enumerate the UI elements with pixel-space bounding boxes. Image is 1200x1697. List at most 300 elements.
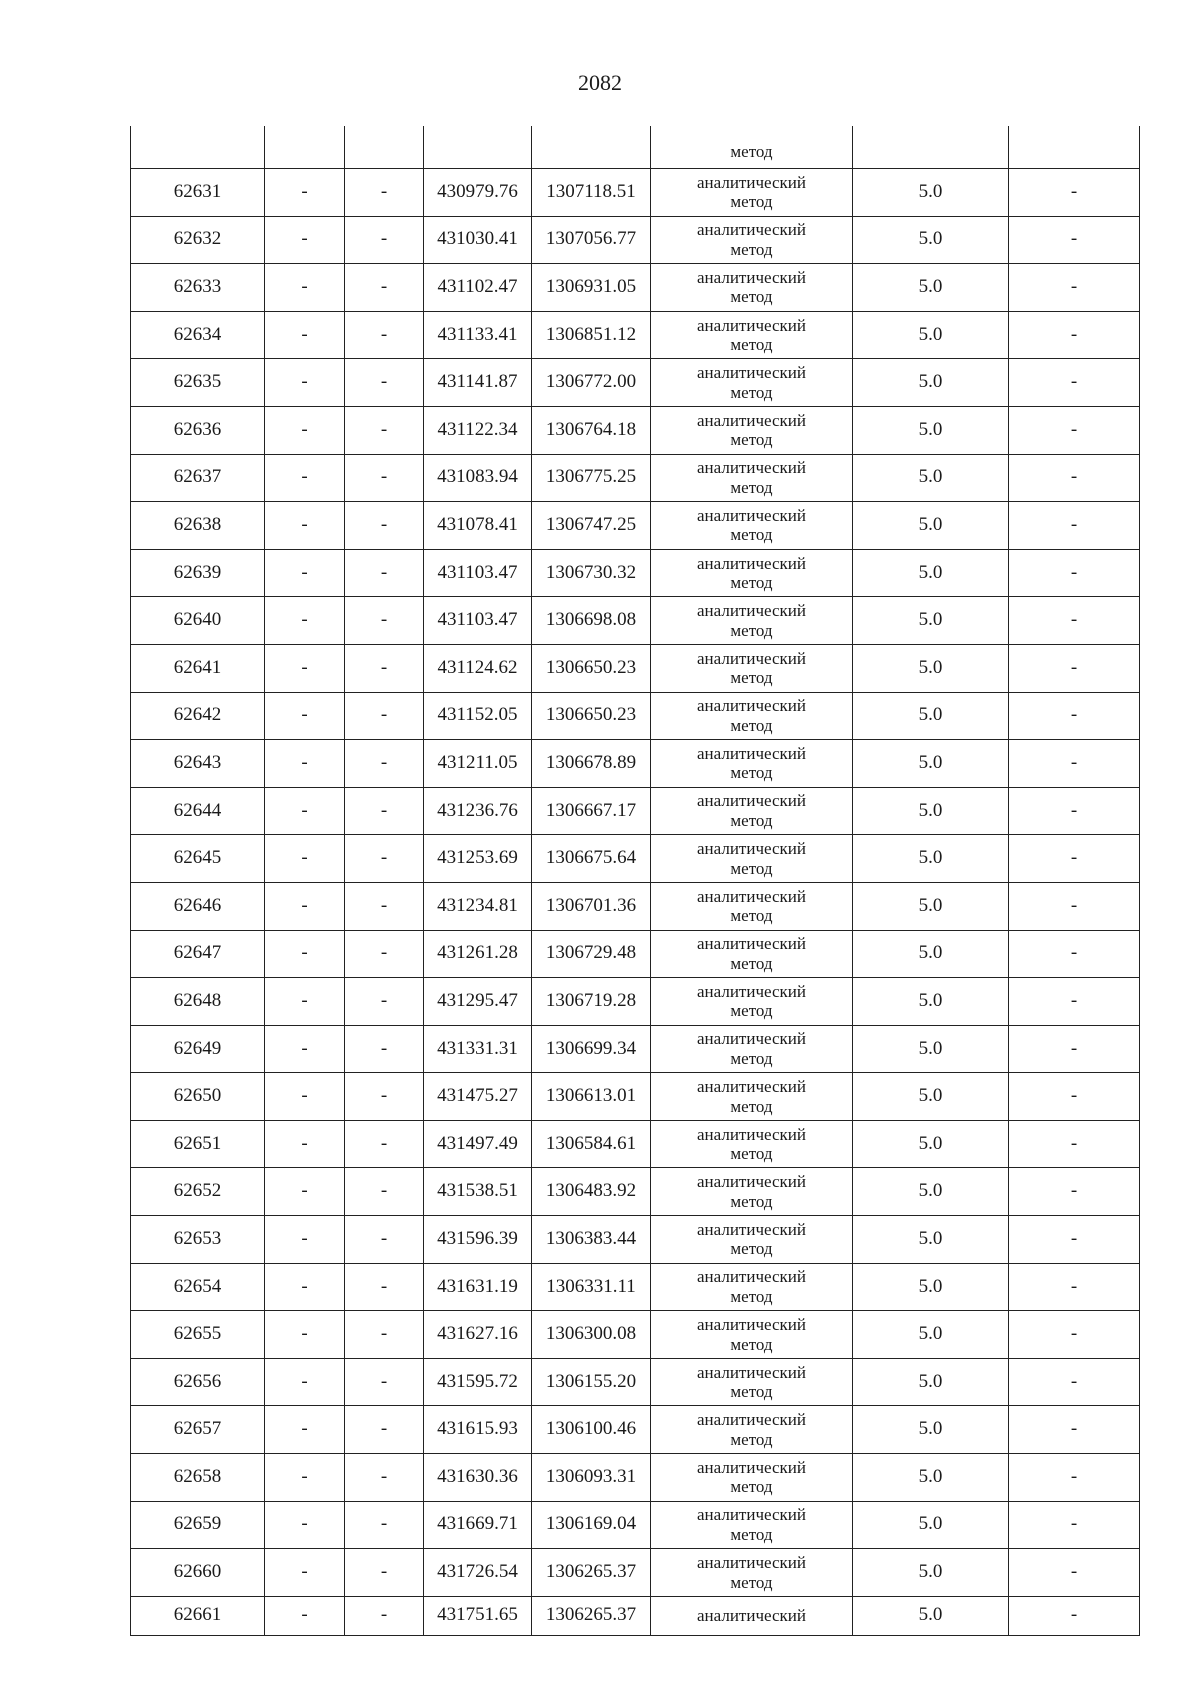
method-line: метод — [730, 715, 773, 735]
method-line: метод — [730, 1001, 773, 1021]
cell-accuracy: 5.0 — [853, 835, 1009, 883]
cell-method — [651, 787, 853, 835]
method-line: метод — [730, 1572, 773, 1592]
cell-id: 62642 — [131, 692, 265, 740]
cell-x: 431669.71 — [424, 1501, 532, 1549]
method-line: аналитический — [697, 601, 806, 621]
cell-col3: - — [345, 1073, 424, 1121]
cell-col2: - — [265, 1025, 345, 1073]
method-line: метод — [730, 525, 773, 545]
cell-accuracy — [853, 126, 1009, 169]
cell-method — [651, 169, 853, 217]
cell-method — [651, 1120, 853, 1168]
cell-x: 431726.54 — [424, 1549, 532, 1597]
method-line: аналитический — [697, 172, 806, 192]
cell-note: - — [1009, 1073, 1140, 1121]
cell-accuracy: 5.0 — [853, 692, 1009, 740]
cell-y: 1306678.89 — [532, 740, 651, 788]
cell-col2: - — [265, 1263, 345, 1311]
coordinates-table — [130, 126, 1140, 1636]
cell-y: 1307118.51 — [532, 169, 651, 217]
cell-id: 62655 — [131, 1311, 265, 1359]
table-row — [131, 1073, 1140, 1121]
cell-accuracy: 5.0 — [853, 978, 1009, 1026]
cell-note: - — [1009, 597, 1140, 645]
cell-col3: - — [345, 1216, 424, 1264]
cell-note: - — [1009, 1454, 1140, 1502]
cell-y: 1306931.05 — [532, 264, 651, 312]
cell-col3: - — [345, 264, 424, 312]
cell-y: 1306383.44 — [532, 1216, 651, 1264]
cell-accuracy: 5.0 — [853, 1358, 1009, 1406]
method-line: аналитический — [697, 553, 806, 573]
cell-y — [532, 126, 651, 169]
cell-col2: - — [265, 1073, 345, 1121]
cell-col3: - — [345, 1311, 424, 1359]
cell-note: - — [1009, 1120, 1140, 1168]
table-row — [131, 549, 1140, 597]
method-line: метод — [730, 811, 773, 831]
method-line: аналитический — [697, 1124, 806, 1144]
cell-col3: - — [345, 406, 424, 454]
cell-col2: - — [265, 835, 345, 883]
page-number: 2082 — [578, 70, 622, 95]
method-line: аналитический — [697, 1552, 806, 1572]
method-line: аналитический — [697, 1315, 806, 1334]
cell-col3 — [345, 126, 424, 169]
cell-y: 1306772.00 — [532, 359, 651, 407]
cell-col2: - — [265, 1216, 345, 1264]
cell-method — [651, 502, 853, 550]
cell-x: 431595.72 — [424, 1358, 532, 1406]
cell-id: 62631 — [131, 169, 265, 217]
cell-id: 62651 — [131, 1120, 265, 1168]
cell-note: - — [1009, 264, 1140, 312]
cell-y: 1306764.18 — [532, 406, 651, 454]
cell-accuracy: 5.0 — [853, 406, 1009, 454]
method-line: аналитический — [697, 648, 806, 668]
cell-id: 62645 — [131, 835, 265, 883]
cell-id: 62637 — [131, 454, 265, 502]
table-row — [131, 835, 1140, 883]
cell-col2: - — [265, 1596, 345, 1635]
table-body — [131, 126, 1140, 1635]
cell-y: 1306483.92 — [532, 1168, 651, 1216]
cell-y: 1306093.31 — [532, 1454, 651, 1502]
method-line: метод — [730, 1286, 773, 1306]
cell-id: 62653 — [131, 1216, 265, 1264]
cell-col2: - — [265, 406, 345, 454]
cell-method — [651, 978, 853, 1026]
cell-accuracy: 5.0 — [853, 644, 1009, 692]
cell-col2: - — [265, 454, 345, 502]
method-line: аналитический — [697, 696, 806, 716]
method-line: аналитический — [697, 886, 806, 906]
method-line: аналитический — [697, 743, 806, 763]
cell-x: 431078.41 — [424, 502, 532, 550]
cell-col3: - — [345, 1501, 424, 1549]
cell-note: - — [1009, 311, 1140, 359]
cell-x: 431475.27 — [424, 1073, 532, 1121]
cell-col2: - — [265, 311, 345, 359]
method-line: аналитический — [697, 1029, 806, 1049]
cell-col2: - — [265, 169, 345, 217]
method-line: метод — [730, 858, 773, 878]
cell-col3: - — [345, 1168, 424, 1216]
method-line: аналитический — [697, 791, 806, 811]
cell-col2: - — [265, 264, 345, 312]
method-line: метод — [730, 1191, 773, 1211]
cell-y: 1306155.20 — [532, 1358, 651, 1406]
cell-y: 1306719.28 — [532, 978, 651, 1026]
cell-col3: - — [345, 1406, 424, 1454]
method-line: аналитический — [697, 1410, 806, 1430]
method-line: аналитический — [697, 410, 806, 430]
table-row — [131, 406, 1140, 454]
cell-x: 431331.31 — [424, 1025, 532, 1073]
cell-id: 62648 — [131, 978, 265, 1026]
cell-x: 431295.47 — [424, 978, 532, 1026]
cell-note: - — [1009, 406, 1140, 454]
cell-x: 431615.93 — [424, 1406, 532, 1454]
cell-y: 1306701.36 — [532, 882, 651, 930]
method-line: аналитический — [697, 363, 806, 383]
cell-y: 1306851.12 — [532, 311, 651, 359]
cell-method — [651, 359, 853, 407]
method-line: аналитический — [697, 981, 806, 1001]
cell-col2: - — [265, 1454, 345, 1502]
cell-x: 431596.39 — [424, 1216, 532, 1264]
cell-note: - — [1009, 1263, 1140, 1311]
cell-col3: - — [345, 1263, 424, 1311]
cell-id: 62654 — [131, 1263, 265, 1311]
cell-x: 431630.36 — [424, 1454, 532, 1502]
method-line: аналитический — [697, 315, 806, 335]
cell-id: 62658 — [131, 1454, 265, 1502]
method-line: аналитический — [697, 267, 806, 287]
cell-col2: - — [265, 1358, 345, 1406]
cell-x: 431234.81 — [424, 882, 532, 930]
method-line: метод — [730, 573, 773, 593]
method-line: аналитический — [697, 1505, 806, 1525]
cell-id: 62652 — [131, 1168, 265, 1216]
method-line: аналитический — [697, 1606, 806, 1626]
table-row — [131, 930, 1140, 978]
cell-accuracy: 5.0 — [853, 930, 1009, 978]
cell-col3: - — [345, 311, 424, 359]
cell-y: 1306698.08 — [532, 597, 651, 645]
cell-x: 431122.34 — [424, 406, 532, 454]
cell-note: - — [1009, 835, 1140, 883]
cell-accuracy: 5.0 — [853, 1549, 1009, 1597]
cell-accuracy: 5.0 — [853, 502, 1009, 550]
table-row — [131, 169, 1140, 217]
cell-accuracy: 5.0 — [853, 311, 1009, 359]
cell-col3: - — [345, 1454, 424, 1502]
method-line: аналитический — [697, 1219, 806, 1239]
table-row — [131, 1596, 1140, 1635]
table-row — [131, 1216, 1140, 1264]
cell-note: - — [1009, 787, 1140, 835]
cell-col3: - — [345, 787, 424, 835]
method-line: аналитический — [697, 458, 806, 478]
table-row — [131, 1120, 1140, 1168]
cell-id: 62634 — [131, 311, 265, 359]
cell-note — [1009, 126, 1140, 169]
cell-x: 431083.94 — [424, 454, 532, 502]
cell-accuracy: 5.0 — [853, 597, 1009, 645]
cell-method — [651, 1358, 853, 1406]
table-row — [131, 692, 1140, 740]
cell-method — [651, 1311, 853, 1359]
cell-method — [651, 1216, 853, 1264]
method-line: метод — [730, 1048, 773, 1068]
method-line: метод — [730, 1144, 773, 1164]
cell-y: 1306300.08 — [532, 1311, 651, 1359]
cell-col3: - — [345, 835, 424, 883]
method-line: аналитический — [697, 934, 806, 954]
cell-accuracy: 5.0 — [853, 1311, 1009, 1359]
cell-note: - — [1009, 502, 1140, 550]
cell-note: - — [1009, 978, 1140, 1026]
cell-method — [651, 454, 853, 502]
cell-col3: - — [345, 169, 424, 217]
cell-method — [651, 311, 853, 359]
table-row — [131, 264, 1140, 312]
cell-id: 62649 — [131, 1025, 265, 1073]
cell-method — [651, 882, 853, 930]
table-row — [131, 1168, 1140, 1216]
cell-note: - — [1009, 740, 1140, 788]
cell-accuracy: 5.0 — [853, 1216, 1009, 1264]
cell-id: 62661 — [131, 1596, 265, 1635]
cell-note: - — [1009, 169, 1140, 217]
cell-col2: - — [265, 1120, 345, 1168]
cell-col2: - — [265, 216, 345, 264]
cell-col2: - — [265, 549, 345, 597]
method-line: аналитический — [697, 1077, 806, 1097]
cell-x: 431141.87 — [424, 359, 532, 407]
cell-x: 431124.62 — [424, 644, 532, 692]
cell-col3: - — [345, 216, 424, 264]
table-row — [131, 311, 1140, 359]
cell-method — [651, 740, 853, 788]
cell-y: 1306747.25 — [532, 502, 651, 550]
table-row — [131, 740, 1140, 788]
cell-col2: - — [265, 787, 345, 835]
cell-method — [651, 1596, 853, 1635]
method-line: аналитический — [697, 505, 806, 525]
cell-method — [651, 692, 853, 740]
cell-col3: - — [345, 1549, 424, 1597]
cell-accuracy: 5.0 — [853, 359, 1009, 407]
cell-x: 430979.76 — [424, 169, 532, 217]
cell-id: 62635 — [131, 359, 265, 407]
cell-y: 1306169.04 — [532, 1501, 651, 1549]
cell-method — [651, 1549, 853, 1597]
method-line: аналитический — [697, 1267, 806, 1287]
method-line: метод — [730, 620, 773, 640]
cell-col2: - — [265, 644, 345, 692]
cell-col3: - — [345, 882, 424, 930]
cell-note: - — [1009, 1025, 1140, 1073]
cell-method — [651, 1454, 853, 1502]
cell-id: 62646 — [131, 882, 265, 930]
cell-col3: - — [345, 454, 424, 502]
cell-y: 1306730.32 — [532, 549, 651, 597]
method-line: метод — [730, 287, 773, 307]
cell-method — [651, 1406, 853, 1454]
method-line: метод — [730, 906, 773, 926]
table-row — [131, 1501, 1140, 1549]
method-line: метод — [730, 335, 773, 355]
method-line: метод — [730, 382, 773, 402]
cell-method — [651, 1025, 853, 1073]
table-row — [131, 882, 1140, 930]
cell-method — [651, 930, 853, 978]
cell-col3: - — [345, 1120, 424, 1168]
table-row — [131, 216, 1140, 264]
cell-col2: - — [265, 1406, 345, 1454]
table-row — [131, 502, 1140, 550]
method-line: метод — [730, 1096, 773, 1116]
cell-note: - — [1009, 882, 1140, 930]
method-line: метод — [730, 1477, 773, 1497]
cell-x: 431253.69 — [424, 835, 532, 883]
cell-accuracy: 5.0 — [853, 1168, 1009, 1216]
cell-method — [651, 216, 853, 264]
method-line: метод — [730, 477, 773, 497]
cell-method — [651, 1501, 853, 1549]
table-row — [131, 1549, 1140, 1597]
cell-id: 62647 — [131, 930, 265, 978]
cell-col2: - — [265, 930, 345, 978]
cell-note: - — [1009, 692, 1140, 740]
cell-col3: - — [345, 359, 424, 407]
method-line: метод — [730, 953, 773, 973]
cell-method — [651, 406, 853, 454]
cell-id: 62639 — [131, 549, 265, 597]
table-row — [131, 1454, 1140, 1502]
cell-y: 1306675.64 — [532, 835, 651, 883]
cell-x: 431627.16 — [424, 1311, 532, 1359]
method-line: аналитический — [697, 1172, 806, 1192]
cell-accuracy: 5.0 — [853, 882, 1009, 930]
cell-x: 431211.05 — [424, 740, 532, 788]
cell-col3: - — [345, 644, 424, 692]
method-line: аналитический — [697, 839, 806, 859]
cell-col3: - — [345, 740, 424, 788]
cell-y: 1306613.01 — [532, 1073, 651, 1121]
cell-col2: - — [265, 1311, 345, 1359]
cell-method — [651, 1073, 853, 1121]
cell-x: 431497.49 — [424, 1120, 532, 1168]
cell-method — [651, 644, 853, 692]
cell-id: 62659 — [131, 1501, 265, 1549]
cell-col2: - — [265, 1168, 345, 1216]
cell-col2 — [265, 126, 345, 169]
method-line: метод — [730, 763, 773, 783]
cell-note: - — [1009, 644, 1140, 692]
cell-note: - — [1009, 216, 1140, 264]
cell-note: - — [1009, 1501, 1140, 1549]
cell-accuracy: 5.0 — [853, 1406, 1009, 1454]
cell-accuracy: 5.0 — [853, 1025, 1009, 1073]
cell-accuracy: 5.0 — [853, 1501, 1009, 1549]
cell-note: - — [1009, 1596, 1140, 1635]
table-row — [131, 597, 1140, 645]
method-line: метод — [730, 1429, 773, 1449]
method-line: метод — [730, 430, 773, 450]
cell-col3: - — [345, 549, 424, 597]
table-row — [131, 787, 1140, 835]
cell-col3: - — [345, 502, 424, 550]
method-line: метод — [730, 1239, 773, 1259]
method-line: метод — [730, 1334, 773, 1354]
cell-note: - — [1009, 359, 1140, 407]
cell-accuracy: 5.0 — [853, 549, 1009, 597]
cell-accuracy: 5.0 — [853, 1454, 1009, 1502]
method-line: метод — [730, 192, 773, 212]
table-row — [131, 454, 1140, 502]
cell-method — [651, 549, 853, 597]
cell-note: - — [1009, 930, 1140, 978]
cell-col2: - — [265, 882, 345, 930]
cell-method — [651, 597, 853, 645]
cell-x: 431103.47 — [424, 549, 532, 597]
method-line: аналитический — [697, 1362, 806, 1382]
cell-accuracy: 5.0 — [853, 1120, 1009, 1168]
cell-col3: - — [345, 1596, 424, 1635]
cell-y: 1306331.11 — [532, 1263, 651, 1311]
cell-col2: - — [265, 1549, 345, 1597]
cell-note: - — [1009, 1216, 1140, 1264]
cell-x — [424, 126, 532, 169]
cell-id: 62633 — [131, 264, 265, 312]
cell-id — [131, 126, 265, 169]
cell-id: 62656 — [131, 1358, 265, 1406]
cell-id: 62641 — [131, 644, 265, 692]
cell-accuracy: 5.0 — [853, 454, 1009, 502]
cell-x: 431751.65 — [424, 1596, 532, 1635]
method-line: метод — [730, 239, 773, 259]
cell-y: 1306584.61 — [532, 1120, 651, 1168]
cell-id: 62638 — [131, 502, 265, 550]
method-line: метод — [730, 1382, 773, 1402]
cell-method — [651, 1168, 853, 1216]
cell-col3: - — [345, 692, 424, 740]
method-line: аналитический — [697, 220, 806, 240]
cell-col2: - — [265, 740, 345, 788]
continued-row — [131, 126, 1140, 169]
cell-x: 431133.41 — [424, 311, 532, 359]
cell-x: 431631.19 — [424, 1263, 532, 1311]
cell-y: 1306650.23 — [532, 692, 651, 740]
cell-col3: - — [345, 1358, 424, 1406]
cell-id: 62643 — [131, 740, 265, 788]
cell-accuracy: 5.0 — [853, 1263, 1009, 1311]
cell-id: 62640 — [131, 597, 265, 645]
cell-accuracy: 5.0 — [853, 1073, 1009, 1121]
cell-method — [651, 835, 853, 883]
table-row — [131, 978, 1140, 1026]
cell-col2: - — [265, 1501, 345, 1549]
cell-accuracy: 5.0 — [853, 216, 1009, 264]
cell-y: 1306667.17 — [532, 787, 651, 835]
cell-col2: - — [265, 597, 345, 645]
table-row — [131, 1263, 1140, 1311]
cell-y: 1306265.37 — [532, 1596, 651, 1635]
